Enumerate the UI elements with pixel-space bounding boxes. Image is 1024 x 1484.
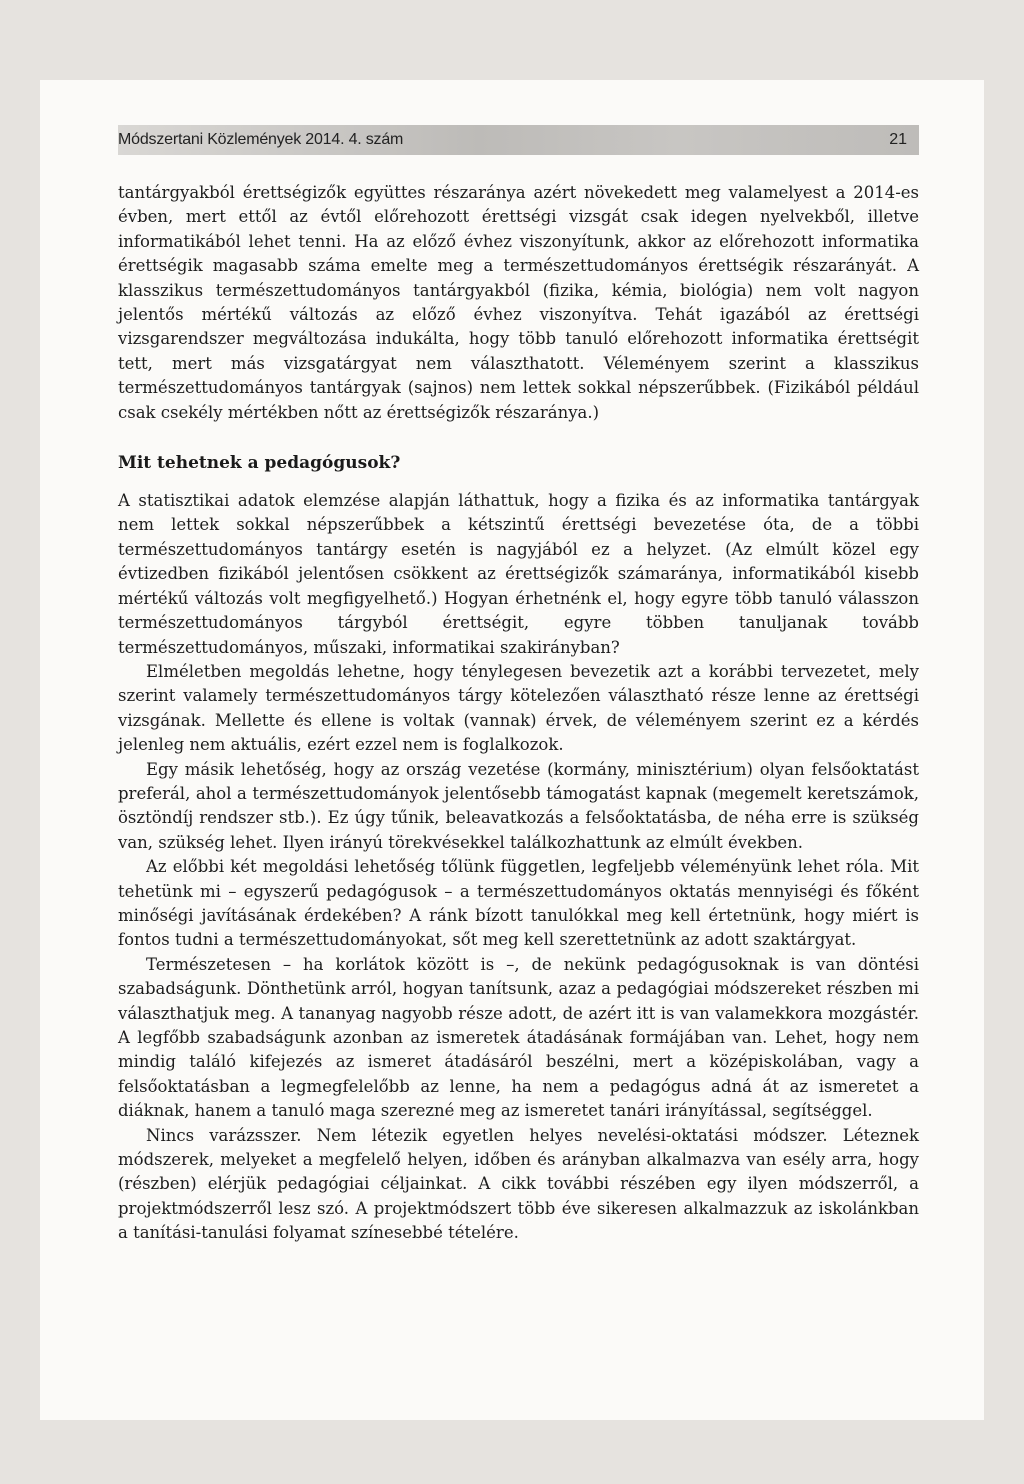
body-paragraph: Elméletben megoldás lehetne, hogy ténylegesen bevezetik azt a korábbi tervezetet, mely szerint valamely természettudományos tárgy kötelezően választható része lenne az érettségi vizsgának. Mellette és ellene is voltak (vannak) érvek, de véleményem szerint ez a kérdés jelenleg nem aktuális, ezért ezzel nem is foglalkozok. [118,661,919,755]
intro-paragraph: tantárgyakból érettségizők együttes részaránya azért növekedett meg valamelyest a 2014-es évben, mert ettől az évtől előrehozott érettségi vizsgát csak idegen nyelvekből, illetve informatikából lehet tenni. Ha az előző évhez viszonyítunk, akkor az előrehozott informatika érettségik magasabb száma emelte meg a természettudományos érettségik részarányát. A klasszikus természettudományos tantárgyakból (fizika, kémia, biológia) nem volt nagyon jelentős mértékű változás az előző évhez viszonyítva. Tehát igazából az érettségi vizsgarendszer megváltozása indukálta, hogy több tanuló előrehozott informatika érettségit tett, mert más vizsgatárgyat nem választhatott. Véleményem szerint a klasszikus természettudományos tantárgyak (sajnos) nem lettek sokkal népszerűbbek. (Fizikából például csak csekély mértékben nőtt az érettségizők részaránya.) [118,183,919,422]
body-paragraph: Egy másik lehetőség, hogy az ország vezetése (kormány, minisztérium) olyan felsőoktatást preferál, ahol a természettudományok jelentősebb támogatást kapnak (megemelt keretszámok, ösztöndíj rendszer stb.). Ez úgy tűnik, beleavatkozás a felsőoktatásba, de néha erre is szükség van, szükség lehet. Ilyen irányú törekvésekkel találkozhattunk az elmúlt években. [118,759,919,852]
body-paragraph: Az előbbi két megoldási lehetőség tőlünk független, legfeljebb véleményünk lehet róla. Mit tehetünk mi – egyszerű pedagógusok – a természettudományos oktatás mennyiségi és főként minőségi javításának érdekében? A ránk bízott tanulókkal meg kell értetnünk, hogy miért is fontos tudni a természettudományokat, sőt meg kell szerettetnünk az adott szaktárgyat. [118,857,919,950]
section-heading: Mit tehetnek a pedagógusok? [118,453,401,474]
page-number: 21 [889,131,907,148]
running-header [118,125,919,155]
article-body [118,181,919,1246]
journal-title: Módszertani Közlemények 2014. 4. szám [118,131,404,148]
body-paragraph: Természetesen – ha korlátok között is –, de nekünk pedagógusoknak is van döntési szabadságunk. Dönthetünk arról, hogyan tanítsunk, azaz a pedagógiai módszereket részben mi választhatjuk meg. A tananyag nagyobb része adott, de azért itt is van valamekkora mozgástér. A legfőbb szabadságunk azonban az ismeretek átadásának formájában van. Lehet, hogy nem mindig találó kifejezés az ismeret átadásáról beszélni, mert a középiskolában, vagy a felsőoktatásban a legmegfelelőbb az lenne, ha nem a pedagógus adná át az ismeretet a diáknak, hanem a tanuló maga szerezné meg az ismeretet tanári irányítással, segítséggel. [118,954,919,1121]
body-paragraph: A statisztikai adatok elemzése alapján láthattuk, hogy a fizika és az informatika tantárgyak nem lettek sokkal népszerűbbek a kétszintű érettségi bevezetése óta, de a többi természettudományos tantárgy esetén is nagyjából ez a helyzet. (Az elmúlt közel egy évtizedben fizikából jelentősen csökkent az érettségizők számaránya, informatikából kisebb mértékű változás volt megfigyelhető.) Hogyan érhetnénk el, hogy egyre több tanuló válasszon természettudományos tárgyból érettségit, egyre többen tanuljanak tovább természettudományos, műszaki, informatikai szakirányban? [118,491,919,657]
body-paragraph: Nincs varázsszer. Nem létezik egyetlen helyes nevelési-oktatási módszer. Léteznek módszerek, melyeket a megfelelő helyen, időben és arányban alkalmazva van esély arra, hogy (részben) elérjük pedagógiai céljainkat. A cikk további részében egy ilyen módszerről, a projektmódszerről lesz szó. A projektmódszert több éve sikeresen alkalmazzuk az iskolánkban a tanítási-tanulási folyamat színesebbé tételére. [118,1125,919,1243]
